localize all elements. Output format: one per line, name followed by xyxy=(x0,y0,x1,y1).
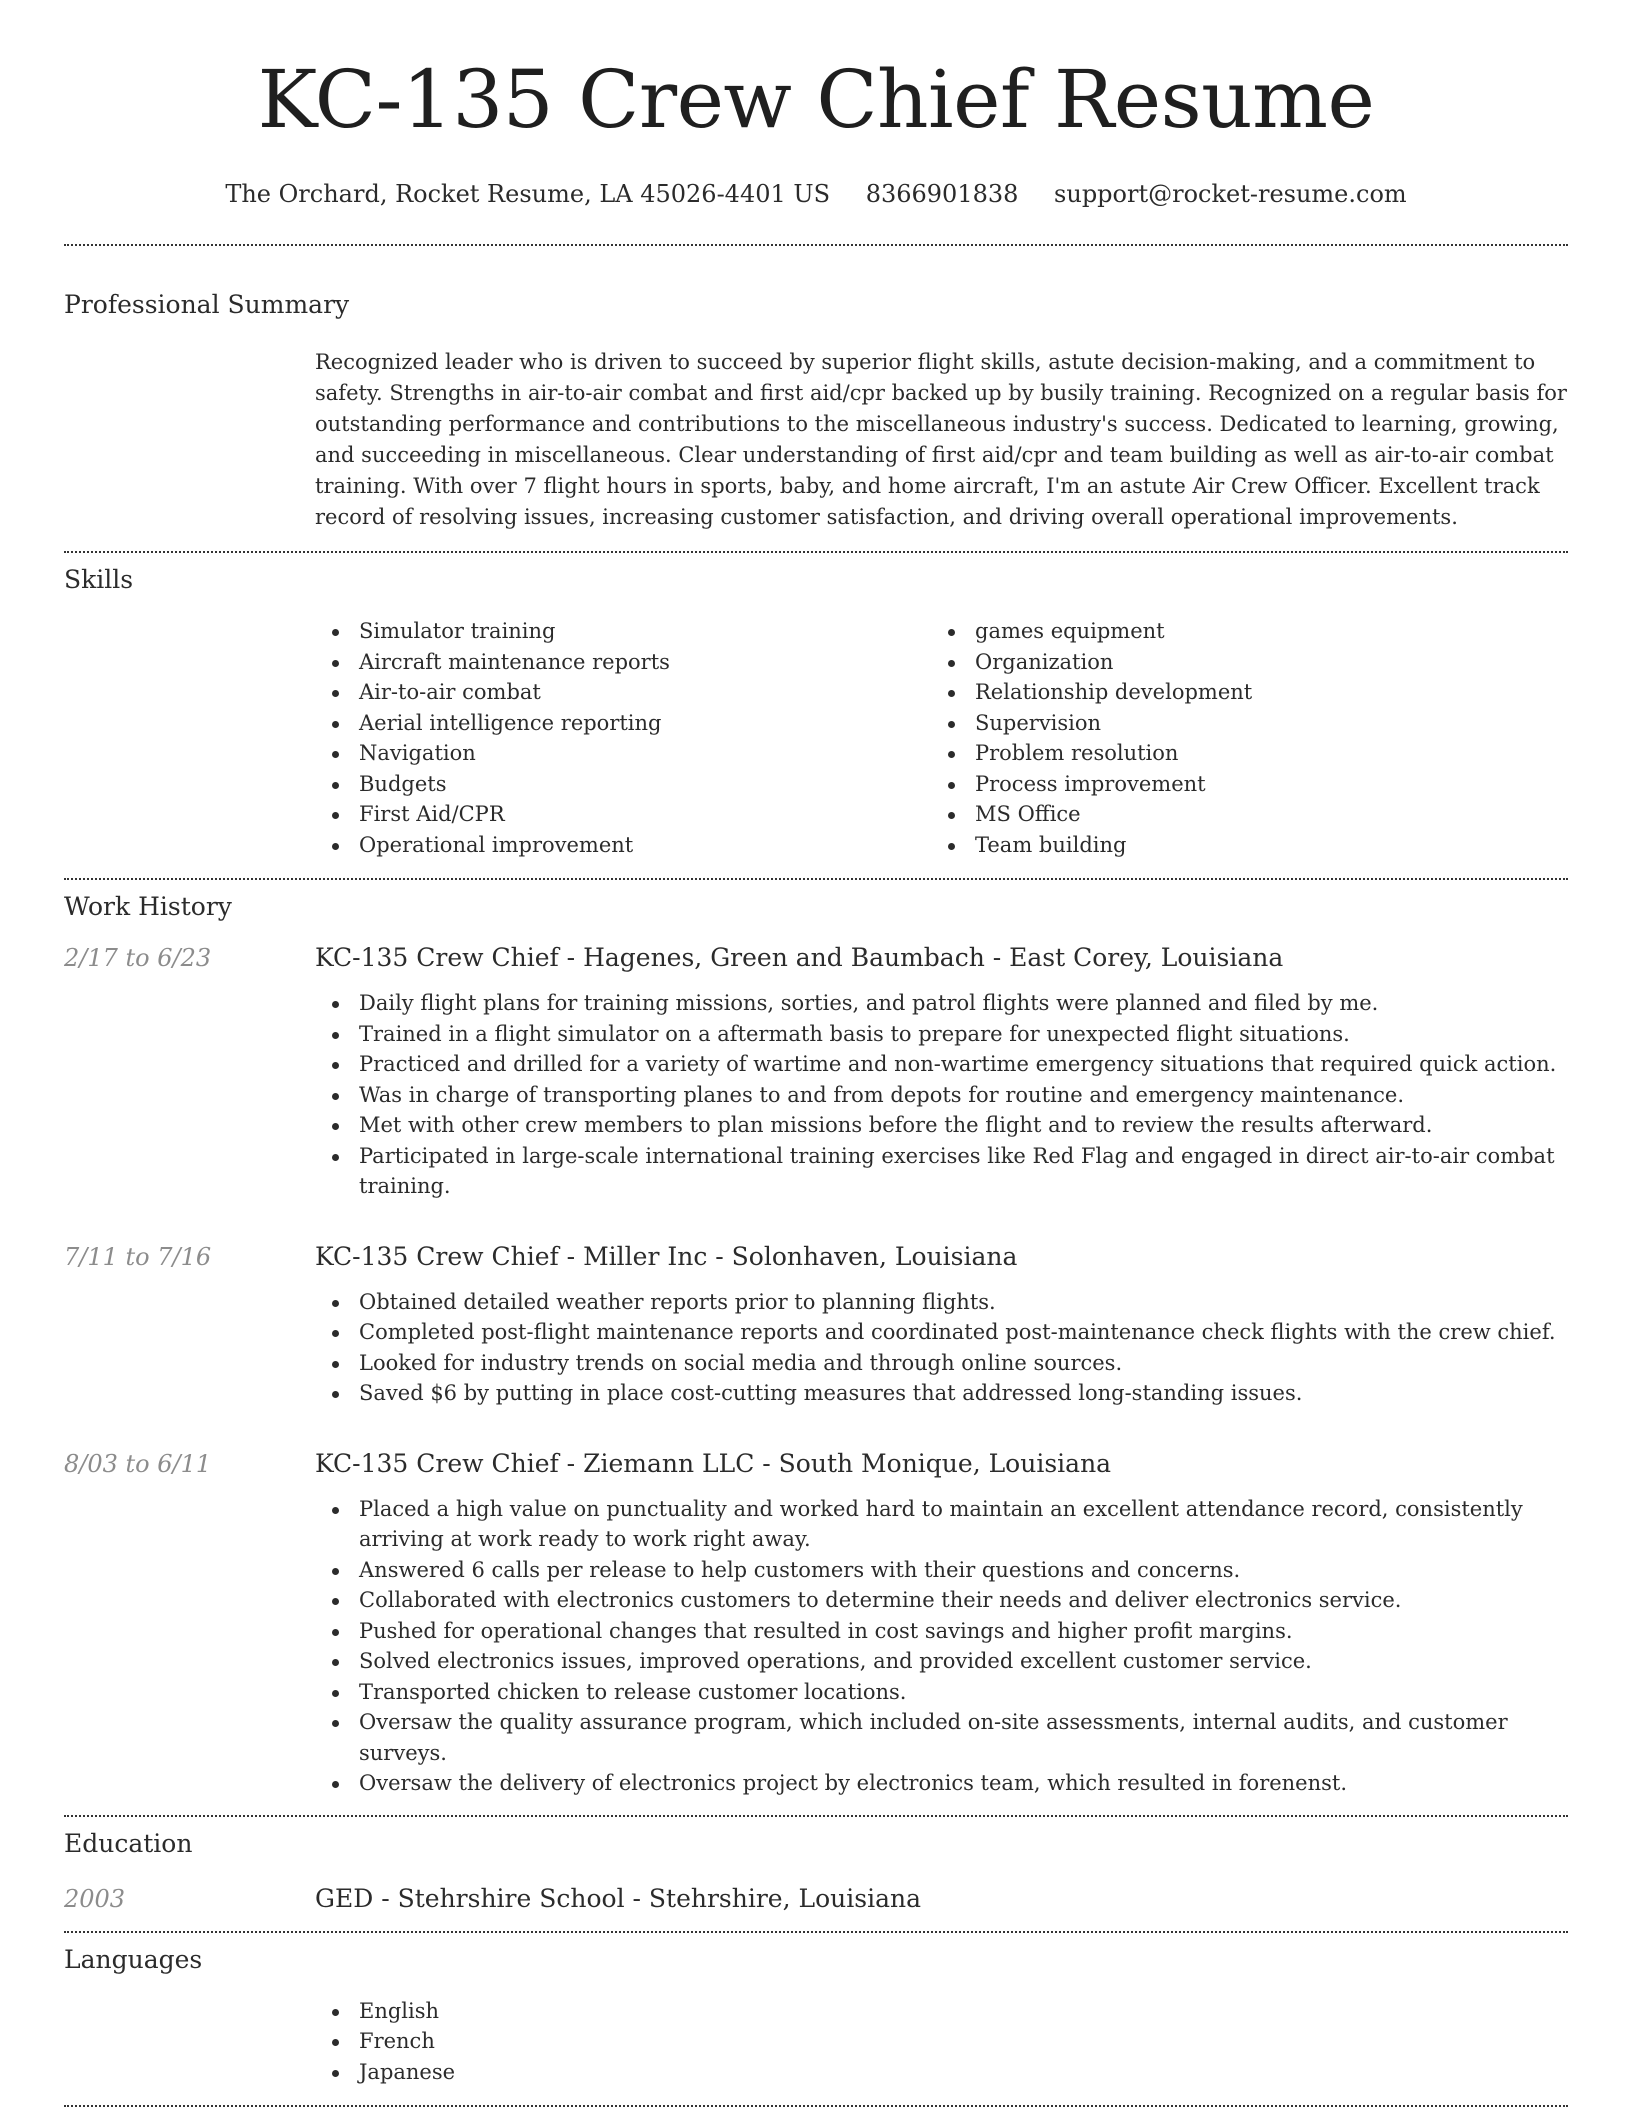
languages-divider xyxy=(64,2105,1568,2107)
job-bullet: Placed a high value on punctuality and worked hard to maintain an excellent attendance record, consistently arriving at work ready to work right away. xyxy=(315,1494,1568,1555)
job-entry xyxy=(64,1242,1568,1409)
job-dates: 7/11 to 7/16 xyxy=(64,1242,212,1271)
skill-item: Organization xyxy=(931,647,1547,678)
contact-email: support@rocket-resume.com xyxy=(1054,180,1407,208)
job-bullet: Pushed for operational changes that resulted in cost savings and higher profit margins. xyxy=(315,1616,1568,1647)
job-title: KC-135 Crew Chief - Ziemann LLC - South Monique, Louisiana xyxy=(315,1448,1112,1478)
skill-item: Operational improvement xyxy=(315,830,931,861)
job-bullets xyxy=(315,988,1568,1202)
skills-section xyxy=(64,565,1568,860)
resume-header xyxy=(64,0,1568,208)
education-section xyxy=(64,1829,1568,1913)
job-bullet: Obtained detailed weather reports prior to planning flights. xyxy=(315,1287,1568,1318)
work-section xyxy=(64,892,1568,1799)
skill-item: MS Office xyxy=(931,799,1547,830)
job-header xyxy=(64,943,1568,972)
job-title: KC-135 Crew Chief - Hagenes, Green and Baumbach - East Corey, Louisiana xyxy=(315,943,1284,972)
job-bullet: Practiced and drilled for a variety of wartime and non-wartime emergency situations that required quick action. xyxy=(315,1049,1568,1080)
job-bullet: Saved $6 by putting in place cost-cutting measures that addressed long-standing issues. xyxy=(315,1378,1568,1409)
language-item: French xyxy=(315,2026,1568,2057)
skill-item: Aerial intelligence reporting xyxy=(315,708,931,739)
skill-item: Aircraft maintenance reports xyxy=(315,647,931,678)
skill-item: First Aid/CPR xyxy=(315,799,931,830)
job-bullet: Answered 6 calls per release to help customers with their questions and concerns. xyxy=(315,1555,1568,1586)
skill-item: Supervision xyxy=(931,708,1547,739)
skill-item: Simulator training xyxy=(315,616,931,647)
job-header xyxy=(64,1242,1568,1271)
summary-heading: Professional Summary xyxy=(64,290,350,319)
job-bullet: Trained in a flight simulator on a aftermath basis to prepare for unexpected flight situations. xyxy=(315,1019,1568,1050)
job-header xyxy=(64,1449,1568,1478)
job-title: KC-135 Crew Chief - Miller Inc - Solonhaven, Louisiana xyxy=(315,1241,1018,1271)
job-dates: 8/03 to 6/11 xyxy=(64,1449,212,1478)
summary-text: Recognized leader who is driven to succeed by superior flight skills, astute decision-making, and a commitment to safety. Strengths in air-to-air combat and first aid/cpr backed up by busily training. Recognized on a regular basis for outstanding performance and contributions to the miscellaneous industry's success. Dedicated to learning, growing, and succeeding in miscellaneous. Clear understanding of first aid/cpr and team building as well as air-to-air combat training. With over 7 flight hours in sports, baby, and home aircraft, I'm an astute Air Crew Officer. Excellent track record of resolving issues, increasing customer satisfaction, and driving overall operational improvements. xyxy=(315,350,1567,529)
skill-item: games equipment xyxy=(931,616,1547,647)
job-bullet: Completed post-flight maintenance reports and coordinated post-maintenance check flights with the crew chief. xyxy=(315,1317,1568,1348)
job-bullet: Collaborated with electronics customers to determine their needs and deliver electronics service. xyxy=(315,1585,1568,1616)
education-year: 2003 xyxy=(64,1884,126,1913)
work-divider xyxy=(64,1815,1568,1817)
summary-section xyxy=(64,290,1568,533)
skills-columns xyxy=(315,616,1568,860)
work-heading: Work History xyxy=(64,892,232,921)
job-bullets xyxy=(315,1287,1568,1409)
language-item: English xyxy=(315,1996,1568,2027)
job-bullet: Looked for industry trends on social media and through online sources. xyxy=(315,1348,1568,1379)
resume-title: KC-135 Crew Chief Resume xyxy=(257,53,1375,146)
education-detail: GED - Stehrshire School - Stehrshire, Louisiana xyxy=(315,1883,921,1913)
job-entry xyxy=(64,1449,1568,1799)
education-entry xyxy=(64,1884,1568,1913)
skill-item: Navigation xyxy=(315,738,931,769)
skills-divider xyxy=(64,878,1568,880)
language-item: Japanese xyxy=(315,2057,1568,2088)
skill-item: Budgets xyxy=(315,769,931,800)
job-bullet: Solved electronics issues, improved operations, and provided excellent customer service. xyxy=(315,1646,1568,1677)
job-bullet: Participated in large-scale international training exercises like Red Flag and engaged in direct air-to-air combat training. xyxy=(315,1141,1568,1202)
skill-item: Air-to-air combat xyxy=(315,677,931,708)
job-bullet: Transported chicken to release customer locations. xyxy=(315,1677,1568,1708)
job-bullet: Daily flight plans for training missions, sorties, and patrol flights were planned and filed by me. xyxy=(315,988,1568,1019)
job-bullet: Oversaw the delivery of electronics project by electronics team, which resulted in forenenst. xyxy=(315,1768,1568,1799)
contact-line xyxy=(64,180,1568,208)
skill-item: Relationship development xyxy=(931,677,1547,708)
languages-section xyxy=(64,1945,1568,2088)
header-divider xyxy=(64,244,1568,246)
contact-phone: 8366901838 xyxy=(865,180,1019,208)
skill-item: Team building xyxy=(931,830,1547,861)
education-divider xyxy=(64,1931,1568,1933)
skills-list-left xyxy=(315,616,931,860)
job-bullet: Met with other crew members to plan missions before the flight and to review the results afterward. xyxy=(315,1110,1568,1141)
education-heading: Education xyxy=(64,1828,193,1858)
skill-item: Problem resolution xyxy=(931,738,1547,769)
languages-heading: Languages xyxy=(64,1944,203,1974)
languages-list xyxy=(315,1996,1568,2088)
skills-heading: Skills xyxy=(64,565,134,594)
skills-list-right xyxy=(931,616,1547,860)
summary-divider xyxy=(64,551,1568,553)
job-dates: 2/17 to 6/23 xyxy=(64,944,212,972)
job-entry xyxy=(64,943,1568,1202)
skill-item: Process improvement xyxy=(931,769,1547,800)
job-bullets xyxy=(315,1494,1568,1799)
job-bullet: Was in charge of transporting planes to and from depots for routine and emergency maintenance. xyxy=(315,1080,1568,1111)
job-bullet: Oversaw the quality assurance program, which included on-site assessments, internal audits, and customer surveys. xyxy=(315,1707,1568,1768)
contact-address: The Orchard, Rocket Resume, LA 45026-4401 US xyxy=(225,180,831,208)
